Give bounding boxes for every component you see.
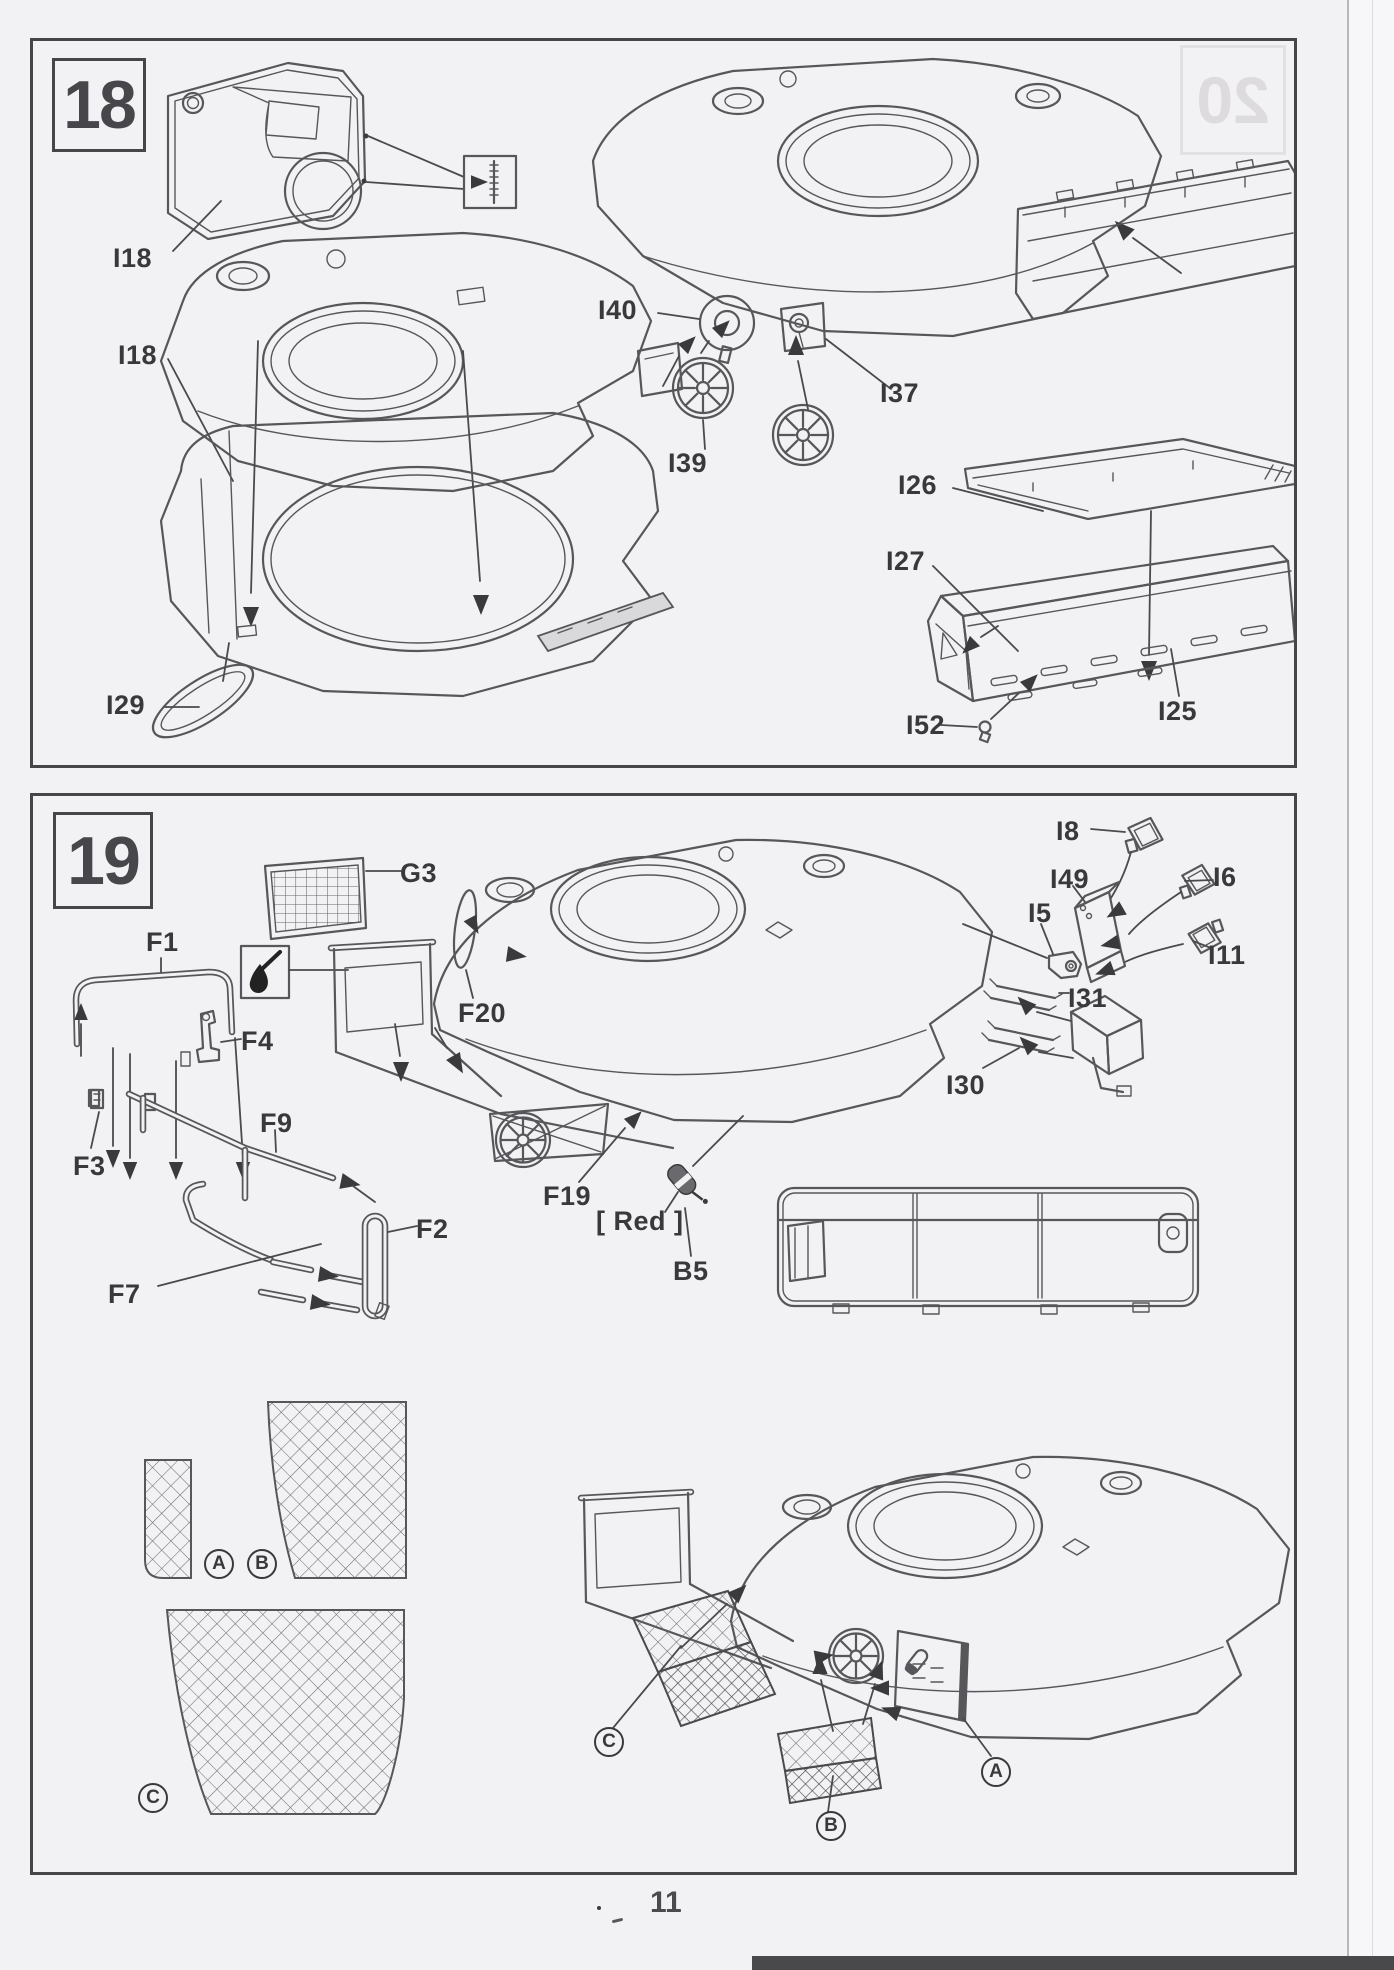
side-skirt-attached-drawing xyxy=(1016,160,1294,319)
step-18-panel xyxy=(30,38,1297,768)
part-label-f19: F19 xyxy=(543,1181,592,1211)
mesh-template-c-drawing xyxy=(167,1610,404,1814)
part-f4-bracket-drawing xyxy=(197,1011,219,1062)
mesh-label-a-applied: A xyxy=(981,1757,1011,1787)
step-18-number xyxy=(52,58,146,152)
part-label-f20: F20 xyxy=(458,998,507,1028)
mesh-template-b-drawing xyxy=(268,1402,406,1578)
step-18-number-text: 18 xyxy=(63,67,135,143)
mount-flap-drawing xyxy=(638,331,701,396)
part-i8-lamp-drawing xyxy=(1122,816,1164,852)
part-i30-rails-drawing xyxy=(982,1021,1060,1052)
mesh-c-applied-drawing xyxy=(633,1591,775,1726)
mesh-template-a-drawing xyxy=(145,1460,191,1578)
pin-detail-icon xyxy=(464,156,516,208)
part-i29-oval-drawing xyxy=(143,652,263,750)
part-label-f2: F2 xyxy=(416,1214,449,1244)
part-f9-rail-drawing xyxy=(129,1094,333,1198)
mesh-label-b-applied: B xyxy=(816,1811,846,1841)
part-label-f7: F7 xyxy=(108,1279,141,1309)
step-19-panel xyxy=(30,793,1297,1875)
part-label-f9: F9 xyxy=(260,1108,293,1138)
part-label-i49: I49 xyxy=(1050,864,1090,894)
stowage-basket-drawing xyxy=(778,1188,1198,1314)
part-label-i26: I26 xyxy=(898,470,938,500)
part-label-i11: I11 xyxy=(1208,940,1246,970)
part-label-i25: I25 xyxy=(1158,696,1198,726)
part-i26-skirt-drawing xyxy=(965,439,1294,519)
part-i5-bracket-drawing xyxy=(1049,952,1081,978)
bleedthrough-step-number: 20 xyxy=(1180,45,1286,155)
step-19-number-text: 19 xyxy=(67,822,139,899)
mesh-label-c-applied: C xyxy=(594,1727,624,1757)
part-f7-rail-drawing xyxy=(186,1184,363,1310)
turret-shell-lower-drawing xyxy=(161,413,673,696)
step-19-diagram xyxy=(33,796,1294,1872)
part-label-i52: I52 xyxy=(906,710,946,740)
step-19-number xyxy=(53,812,153,909)
part-label-b5: B5 xyxy=(673,1256,709,1286)
mesh-label-c: C xyxy=(138,1783,168,1813)
part-label-i39: I39 xyxy=(668,448,708,478)
scan-speck-dot xyxy=(597,1906,601,1910)
scan-page-edge-line xyxy=(1372,0,1373,1970)
part-label-g3: G3 xyxy=(400,858,438,888)
part-i25-skirt-assembly-drawing xyxy=(928,546,1294,701)
part-label-i18-top: I18 xyxy=(113,243,153,273)
scan-bottom-shadow xyxy=(752,1956,1394,1970)
part-label-i27: I27 xyxy=(886,546,926,576)
turret-underside-center-drawing xyxy=(434,840,992,1122)
part-label-i40: I40 xyxy=(598,295,638,325)
scan-speck-dash xyxy=(612,1918,623,1924)
part-i40-ring-drawing xyxy=(700,296,754,363)
page-number: 11 xyxy=(650,1886,682,1919)
mesh-label-a: A xyxy=(204,1549,234,1579)
oil-can-icon xyxy=(241,946,289,998)
part-i52-bolt-drawing xyxy=(980,722,991,743)
part-f2-hoop-drawing xyxy=(365,1216,389,1319)
turret-underside-bottom-drawing xyxy=(731,1457,1289,1739)
turret-underside-right-drawing xyxy=(593,59,1181,336)
part-g3-mesh-drawing xyxy=(265,858,366,939)
mesh-label-b: B xyxy=(247,1549,277,1579)
step-18-diagram xyxy=(33,41,1294,765)
part-i37-bracket-drawing xyxy=(781,303,825,351)
part-i49-block-drawing xyxy=(1075,882,1125,982)
part-label-f4: F4 xyxy=(241,1026,274,1056)
installed-light-drawing xyxy=(903,1648,929,1677)
support-wheel-drawing xyxy=(773,405,833,465)
part-i18-shield-drawing xyxy=(168,63,478,239)
part-label-i30: I30 xyxy=(946,1070,986,1100)
part-label-i8: I8 xyxy=(1056,816,1080,846)
part-label-i29: I29 xyxy=(106,690,146,720)
scan-page-edge xyxy=(1347,0,1394,1970)
part-label-i6: I6 xyxy=(1213,862,1237,892)
part-label-f3: F3 xyxy=(73,1151,106,1181)
part-label-i5: I5 xyxy=(1028,898,1052,928)
part-label-i18-mid: I18 xyxy=(118,340,158,370)
part-b5-light-drawing xyxy=(665,1161,711,1211)
part-label-i31: I31 xyxy=(1068,983,1108,1013)
part-label-i37: I37 xyxy=(880,378,920,408)
turret-underside-upper-drawing xyxy=(161,233,651,491)
mesh-b-applied-drawing xyxy=(778,1718,881,1803)
part-label-f1: F1 xyxy=(146,927,179,957)
side-panel-a-drawing xyxy=(895,1631,968,1721)
part-label-color-note: [ Red ] xyxy=(596,1206,684,1236)
